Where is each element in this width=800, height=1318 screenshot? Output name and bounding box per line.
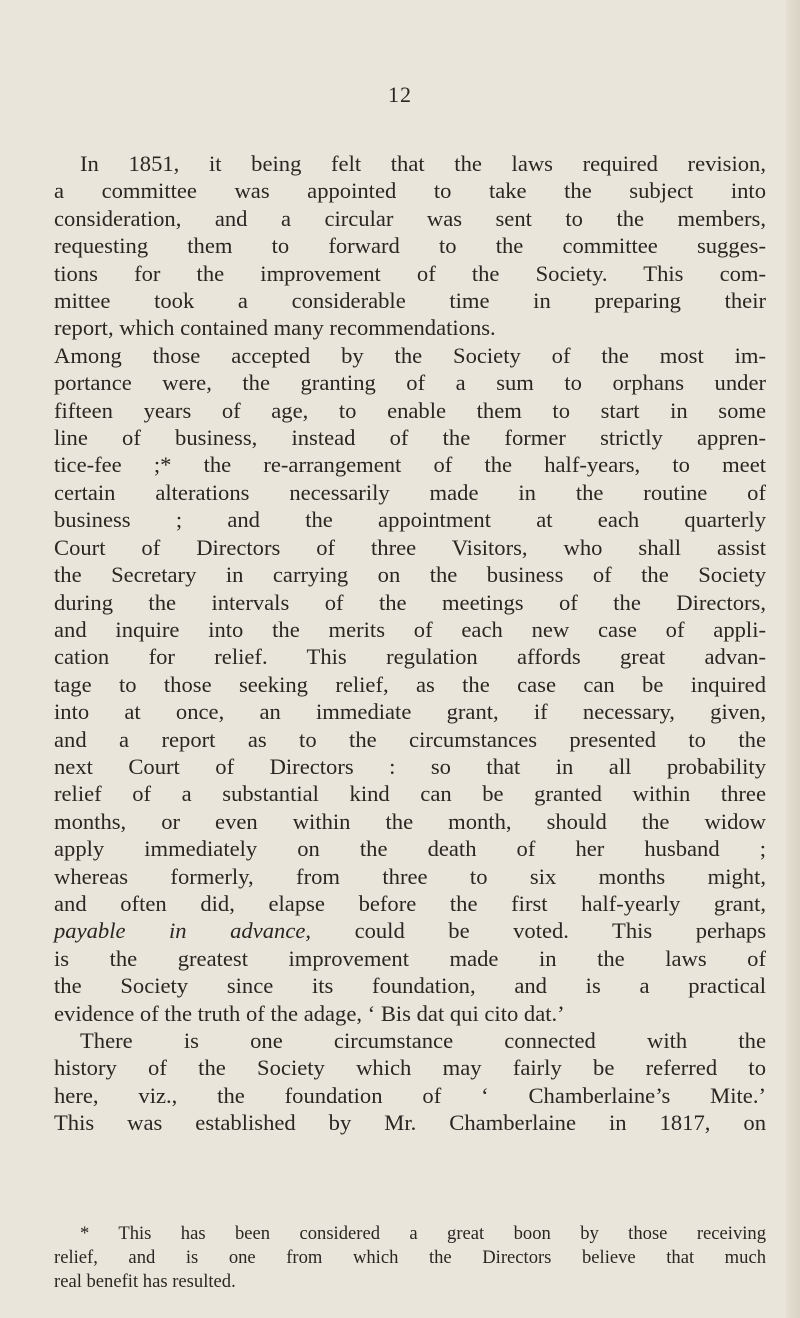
text-line: There is one circumstance connected with the	[80, 1028, 766, 1053]
page-edge-shadow	[786, 0, 800, 1318]
text-line: portance were, the granting of a sum to orphans under	[54, 370, 766, 396]
page-number: 12	[388, 82, 412, 107]
text-line: business ; and the appointment at each quarterly	[54, 507, 766, 533]
text-line: whereas formerly, from three to six months might,	[54, 863, 766, 889]
text-line: certain alterations necessarily made in the routine of	[54, 479, 766, 505]
text-line: tage to those seeking relief, as the case can be inquired	[54, 671, 766, 697]
footnote-line: * This has been considered a great boon by those receiving	[80, 1223, 766, 1244]
body-text	[54, 150, 766, 1137]
text-line: This was established by Mr. Chamberlaine in 1817, on	[54, 1110, 766, 1136]
text-line: and a report as to the circumstances presented to the	[54, 726, 766, 752]
text-line: line of business, instead of the former strictly appren-	[54, 425, 766, 451]
text-line: In 1851, it being felt that the laws required revision,	[80, 151, 766, 176]
footnote-divider	[256, 1212, 258, 1218]
text-line: months, or even within the month, should the widow	[54, 808, 766, 834]
text-line: Among those accepted by the Society of the most im-	[54, 342, 766, 368]
text-line: cation for relief. This regulation affords great advan-	[54, 644, 766, 670]
text-line: requesting them to forward to the committee sugges-	[54, 233, 766, 259]
footnote-line: relief, and is one from which the Directors believe that much	[54, 1247, 766, 1268]
text-line: consideration, and a circular was sent to the members,	[54, 205, 766, 231]
text-line: and often did, elapse before the first half-yearly grant,	[54, 890, 766, 916]
text-line: apply immediately on the death of her husband ;	[54, 836, 766, 862]
text-line: evidence of the truth of the adage, ‘ Bis dat qui cito dat.’	[54, 1000, 565, 1026]
text-line: mittee took a considerable time in preparing their	[54, 288, 766, 314]
text-line: Court of Directors of three Visitors, who shall assist	[54, 534, 766, 560]
text-line: here, viz., the foundation of ‘ Chamberlaine’s Mite.’	[54, 1082, 766, 1108]
text-line: and inquire into the merits of each new case of appli-	[54, 616, 766, 642]
text-line: next Court of Directors : so that in all probability	[54, 753, 766, 779]
text-line: fifteen years of age, to enable them to start in some	[54, 397, 766, 423]
text-line: relief of a substantial kind can be granted within three	[54, 781, 766, 807]
text-line: tice-fee ;* the re-arrangement of the half-years, to meet	[54, 452, 766, 478]
text-line: is the greatest improvement made in the laws of	[54, 945, 766, 971]
text-line: history of the Society which may fairly be referred to	[54, 1055, 766, 1081]
text-line: report, which contained many recommendations.	[54, 315, 496, 341]
text-line: tions for the improvement of the Society. This com-	[54, 260, 766, 286]
italic-phrase: payable in advance,	[54, 918, 312, 944]
text-line: during the intervals of the meetings of the Directors,	[54, 589, 766, 615]
text-line: the Secretary in carrying on the business of the Society	[54, 562, 766, 588]
text-line-with-italic	[54, 917, 766, 944]
text-line: into at once, an immediate grant, if necessary, given,	[54, 699, 766, 725]
text-fragment: could be voted. This perhaps	[354, 918, 766, 944]
footnote-line: real benefit has resulted.	[54, 1271, 236, 1292]
footnote	[54, 1222, 766, 1294]
text-line: the Society since its foundation, and is a practical	[54, 973, 766, 999]
text-line: a committee was appointed to take the subject into	[54, 178, 766, 204]
